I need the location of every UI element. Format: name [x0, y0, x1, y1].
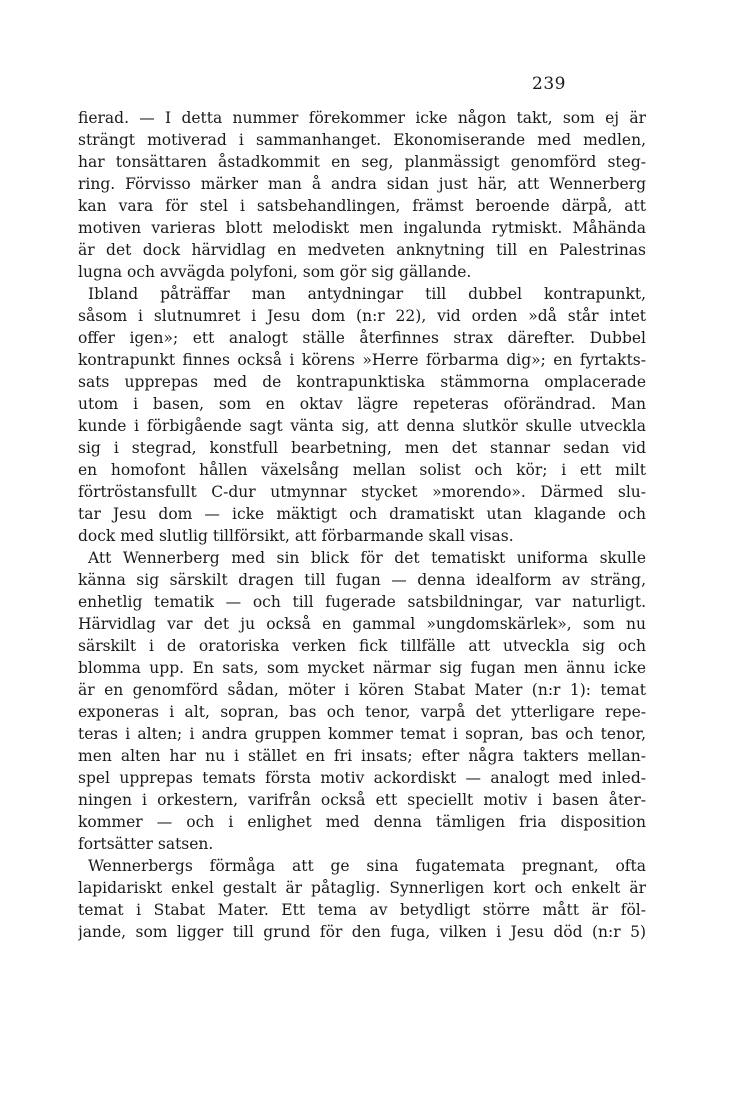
text-line: ring. Förvisso märker man å andra sidan just här, att Wennerberg	[78, 175, 646, 193]
page-number: 239	[532, 74, 566, 94]
text-line: fortsätter satsen.	[78, 835, 214, 853]
paragraph-2	[78, 283, 646, 547]
text-line: Wennerbergs förmåga att ge sina fugatemata pregnant, ofta	[88, 857, 646, 875]
body-text	[78, 107, 646, 943]
text-line: kontrapunkt finnes också i körens »Herre förbarma dig»; en fyrtakts-	[78, 351, 646, 369]
text-line: förtröstansfullt C-dur utmynnar stycket »morendo». Därmed slu-	[78, 483, 646, 501]
text-line: är det dock härvidlag en medveten anknytning till en Palestrinas	[78, 241, 646, 259]
text-line: särskilt i de oratoriska verken fick tillfälle att utveckla sig och	[78, 637, 646, 655]
text-line: kan vara för stel i satsbehandlingen, främst beroende därpå, att	[78, 197, 646, 215]
text-line: utom i basen, som en oktav lägre repeteras oförändrad. Man	[78, 395, 646, 413]
text-line: lugna och avvägda polyfoni, som gör sig gällande.	[78, 263, 472, 281]
text-line: Att Wennerberg med sin blick för det tematiskt uniforma skulle	[88, 549, 646, 567]
text-line: ningen i orkestern, varifrån också ett speciellt motiv i basen åter-	[78, 791, 646, 809]
text-line: dock med slutlig tillförsikt, att förbarmande skall visas.	[78, 527, 514, 545]
text-line: enhetlig tematik — och till fugerade satsbildningar, var naturligt.	[78, 593, 646, 611]
text-line: en homofont hållen växelsång mellan solist och kör; i ett milt	[78, 461, 646, 479]
text-line: fierad. — I detta nummer förekommer icke någon takt, som ej är	[78, 109, 646, 127]
text-line: kunde i förbigående sagt vänta sig, att denna slutkör skulle utveckla	[78, 417, 646, 435]
paragraph-4	[78, 855, 646, 943]
text-line: tar Jesu dom — icke mäktigt och dramatiskt utan klagande och	[78, 505, 646, 523]
text-line: sig i stegrad, konstfull bearbetning, men det stannar sedan vid	[78, 439, 646, 457]
text-line: motiven varieras blott melodiskt men ingalunda rytmiskt. Måhända	[78, 219, 646, 237]
text-line: känna sig särskilt dragen till fugan — denna idealform av sträng,	[78, 571, 646, 589]
text-line: Ibland påträffar man antydningar till dubbel kontrapunkt,	[88, 285, 646, 303]
text-line: är en genomförd sådan, möter i kören Stabat Mater (n:r 1): temat	[78, 681, 646, 699]
text-line: spel upprepas temats första motiv ackordiskt — analogt med inled-	[78, 769, 646, 787]
text-line: blomma upp. En sats, som mycket närmar sig fugan men ännu icke	[78, 659, 646, 677]
paragraph-3	[78, 547, 646, 855]
text-line: kommer — och i enlighet med denna tämligen fria disposition	[78, 813, 646, 831]
text-line: lapidariskt enkel gestalt är påtaglig. Synnerligen kort och enkelt är	[78, 879, 646, 897]
text-line: temat i Stabat Mater. Ett tema av betydligt större mått är föl-	[78, 901, 646, 919]
text-line: såsom i slutnumret i Jesu dom (n:r 22), vid orden »då står intet	[78, 307, 646, 325]
text-line: har tonsättaren åstadkommit en seg, planmässigt genomförd steg-	[78, 153, 646, 171]
text-line: sats upprepas med de kontrapunktiska stämmorna omplacerade	[78, 373, 646, 391]
paragraph-1	[78, 107, 646, 283]
text-line: exponeras i alt, sopran, bas och tenor, varpå det ytterligare repe-	[78, 703, 646, 721]
text-line: strängt motiverad i sammanhanget. Ekonomiserande med medlen,	[78, 131, 646, 149]
text-line: men alten har nu i stället en fri insats; efter några takters mellan-	[78, 747, 646, 765]
text-line: jande, som ligger till grund för den fuga, vilken i Jesu död (n:r 5)	[78, 923, 646, 941]
text-line: offer igen»; ett analogt ställe återfinnes strax därefter. Dubbel	[78, 329, 646, 347]
text-line: teras i alten; i andra gruppen kommer temat i sopran, bas och tenor,	[78, 725, 646, 743]
text-line: Härvidlag var det ju också en gammal »ungdomskärlek», som nu	[78, 615, 646, 633]
